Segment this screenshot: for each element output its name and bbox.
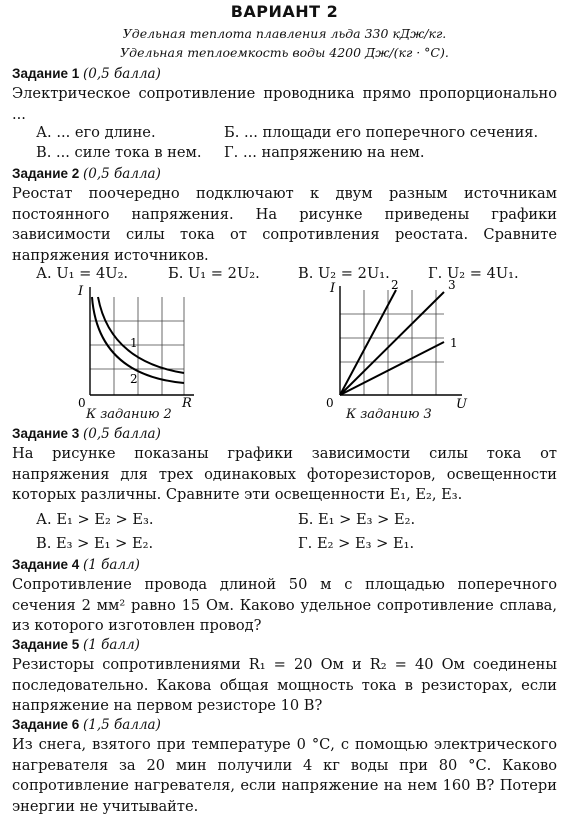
task1-text: Электрическое сопротивление проводника прямо пропорционально ... bbox=[12, 85, 557, 123]
task6-points: (1,5 балла) bbox=[83, 717, 161, 733]
task3-text: На рисунке показаны графики зависимости силы тока от напряжения для трех одинаковых фоторезисторов, освещенности которых различны. Сравните эти освещенности E₁, E₂, E₃. bbox=[12, 445, 557, 503]
task3-answer-c: В. E₃ > E₁ > E₂. bbox=[36, 535, 154, 552]
figure-task3-graph bbox=[322, 280, 482, 410]
curve-1 bbox=[98, 297, 184, 373]
task4-points: (1 балл) bbox=[83, 557, 140, 573]
line-1-label: 1 bbox=[450, 336, 458, 350]
task1-answer-a: А. ... его длине. bbox=[36, 124, 156, 141]
task3-points: (0,5 балла) bbox=[83, 426, 161, 442]
curve-2-label: 2 bbox=[130, 372, 138, 386]
figure-task2-caption: К заданию 2 bbox=[86, 407, 172, 422]
task3-answer-a: А. E₁ > E₂ > E₃. bbox=[36, 511, 154, 528]
task5-text: Резисторы сопротивлениями R₁ = 20 Ом и R₂ = 40 Ом соединены последовательно. Какова общая мощность тока в резисторах, если напряжение на первом резисторе 10 В? bbox=[12, 656, 557, 714]
task2-header bbox=[12, 166, 161, 182]
curve-1-label: 1 bbox=[130, 336, 138, 350]
origin-label-task3: 0 bbox=[326, 396, 334, 410]
task5-header bbox=[12, 637, 140, 653]
task6-title: Задание 6 bbox=[12, 717, 80, 732]
line-1 bbox=[340, 342, 444, 395]
task4-title: Задание 4 bbox=[12, 557, 80, 572]
task3-answer-b: Б. E₁ > E₃ > E₂. bbox=[298, 511, 416, 528]
variant-title: ВАРИАНТ 2 bbox=[230, 2, 339, 21]
figure-task2-graph bbox=[66, 283, 226, 413]
origin-label-task2: 0 bbox=[78, 396, 86, 410]
task2-answer-a: А. U₁ = 4U₂. bbox=[36, 265, 129, 282]
task2-title: Задание 2 bbox=[12, 166, 80, 181]
task1-points: (0,5 балла) bbox=[83, 66, 161, 82]
line-3-label: 3 bbox=[448, 280, 456, 292]
constant-water-heat: Удельная теплоемкость воды 4200 Дж/(кг · °С). bbox=[120, 45, 449, 60]
task2-answer-d: Г. U₂ = 4U₁. bbox=[428, 265, 519, 282]
line-2-label: 2 bbox=[391, 280, 399, 292]
figure-task3-caption: К заданию 3 bbox=[346, 407, 432, 422]
task4-header bbox=[12, 557, 140, 573]
x-axis-label-task3: U bbox=[456, 397, 467, 410]
y-axis-label-task2: I bbox=[78, 284, 84, 299]
task1-answer-b: Б. ... площади его поперечного сечения. bbox=[224, 124, 539, 141]
task5-points: (1 балл) bbox=[83, 637, 140, 653]
task2-text: Реостат поочередно подключают к двум разным источникам постоянного напряжения. На рисунке приведены графики зависимости силы тока от сопротивления реостата. Сравните напряжения источников. bbox=[12, 185, 557, 264]
task6-header bbox=[12, 717, 161, 733]
task6-text: Из снега, взятого при температуре 0 °С, с помощью электрического нагревателя за 20 мин получили 4 кг воды при 80 °С. Каково сопротивление нагревателя, если напряжение на нем 160 В? Потери энергии не учитывайте. bbox=[12, 736, 557, 815]
task1-title: Задание 1 bbox=[12, 66, 80, 81]
task5-title: Задание 5 bbox=[12, 637, 80, 652]
task3-header bbox=[12, 426, 161, 442]
constant-ice-melting: Удельная теплота плавления льда 330 кДж/кг. bbox=[122, 26, 447, 41]
task1-answer-d: Г. ... напряжению на нем. bbox=[224, 144, 425, 161]
task4-text: Сопротивление провода длиной 50 м с площадью поперечного сечения 2 мм² равно 15 Ом. Каково удельное сопротивление сплава, из которого изготовлен провод? bbox=[12, 576, 557, 634]
task2-points: (0,5 балла) bbox=[83, 166, 161, 182]
task2-answer-b: Б. U₁ = 2U₂. bbox=[168, 265, 260, 282]
task3-answer-d: Г. E₂ > E₃ > E₁. bbox=[298, 535, 415, 552]
task1-answer-c: В. ... силе тока в нем. bbox=[36, 144, 202, 161]
task2-answer-c: В. U₂ = 2U₁. bbox=[298, 265, 390, 282]
task1-header bbox=[12, 66, 161, 82]
x-axis-label-task2: R bbox=[182, 396, 192, 411]
line-3 bbox=[340, 292, 444, 395]
y-axis-label-task3: I bbox=[330, 281, 336, 296]
task3-title: Задание 3 bbox=[12, 426, 80, 441]
